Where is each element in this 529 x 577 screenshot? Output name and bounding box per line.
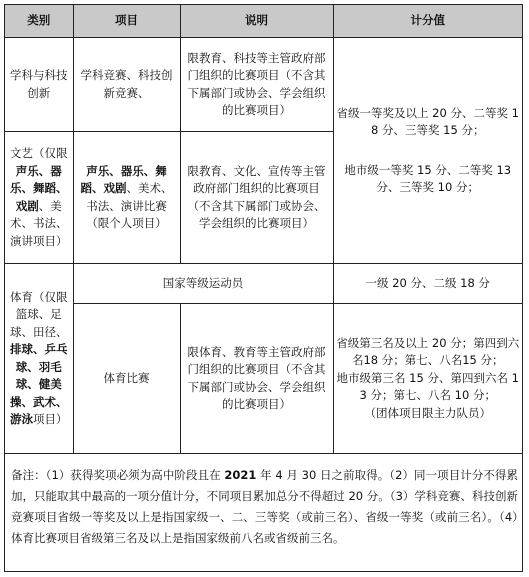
description-cell: 限教育、科技等主管政府部门组织的比赛项目（不含其下属部门或协会、学会组织的比赛项目） <box>180 38 333 132</box>
notes-text: 年 4 月 30 日之前取得。（2）同一项目计分不得累加，只能取其中最高的一项分值计分，不同项目累加总分不得超过 20 分。（3）学科竞赛、科技创新竞赛项目省级一等奖及以上是指国家级一、二、三等奖（或前三名）、省级一等奖（或前三名）。（4）体育比赛项目省级第三名及以上是指国家级前八名或省级前三名。 <box>11 468 518 545</box>
category-text: 文艺（仅限 <box>10 146 68 160</box>
item-highlight: 声乐、器乐、舞蹈、戏剧 <box>80 163 167 195</box>
score-table <box>5 5 522 454</box>
category-text: 、美术、书法、演讲项目） <box>10 198 68 248</box>
score-text: 地市级第三名 15 分、第四到六名 13 分；第七、八名 10 分； <box>336 370 519 403</box>
category-highlight: 排球、乒乓球、羽毛球、健美操、武术、游泳 <box>10 342 68 426</box>
category-cell: 学科与科技创新 <box>5 38 73 132</box>
item-cell: 体育比赛 <box>73 304 180 454</box>
score-cell <box>333 304 522 454</box>
notes-year: 2021 <box>224 468 257 482</box>
header-item: 项目 <box>73 5 180 38</box>
score-cell: 一级 20 分、二级 18 分 <box>333 264 522 304</box>
description-cell: 限教育、文化、宣传等主管政府部门组织的比赛项目（不含其下属部门或协会、学会组织的比赛项目） <box>180 132 333 264</box>
description-cell: 限体育、教育等主管政府部门组织的比赛项目（不含其下属部门或协会、学会组织的比赛项目） <box>180 304 333 454</box>
notes-text: 备注：（1）获得奖项必须为高中阶段且在 <box>11 468 225 482</box>
score-text: 省级第三名及以上 20 分；第四到六名18 分；第七、八名15 分； <box>336 335 520 368</box>
item-text: 、美术、书法、演讲比赛（限个人项目） <box>86 181 173 230</box>
score-text: （团体项目限主力队员） <box>364 405 491 420</box>
header-row <box>5 5 522 38</box>
item-cell: 学科竞赛、科技创新竞赛、 <box>73 38 180 132</box>
score-text: 省级一等奖及以上 20 分、二等奖 18 分、三等奖 15 分； <box>336 105 519 137</box>
header-description: 说明 <box>180 5 333 38</box>
table-row <box>5 38 522 132</box>
item-cell <box>73 132 180 264</box>
category-text: 体育（仅限篮球、足球、田径、 <box>10 289 68 339</box>
category-cell <box>5 132 73 264</box>
header-category: 类别 <box>5 5 73 38</box>
national-athlete-cell: 国家等级运动员 <box>73 264 333 304</box>
category-cell <box>5 264 73 454</box>
category-highlight: 声乐、器乐、舞蹈、戏剧 <box>10 163 68 213</box>
category-text: 项目） <box>33 412 68 426</box>
header-score: 计分值 <box>333 5 522 38</box>
table-row <box>5 304 522 454</box>
score-cell <box>333 38 522 264</box>
score-sheet <box>4 4 523 572</box>
score-text: 地市级一等奖 15 分、二等奖 13 分、三等奖 10 分； <box>344 162 512 194</box>
notes <box>11 465 518 549</box>
table-row <box>5 264 522 304</box>
